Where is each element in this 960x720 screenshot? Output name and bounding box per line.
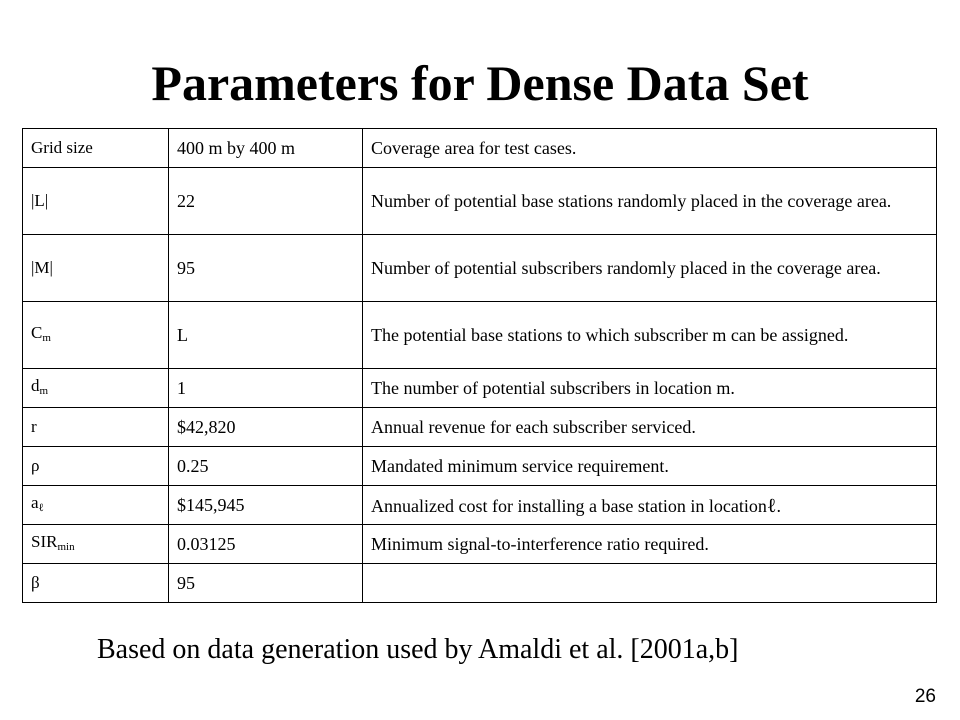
param-name: β: [23, 564, 169, 603]
param-description: Annual revenue for each subscriber serviced.: [363, 408, 937, 447]
param-description: [363, 564, 937, 603]
param-subscript: m: [42, 331, 51, 344]
table-row: [23, 302, 937, 369]
param-subscript: m: [39, 384, 49, 397]
param-value: L: [169, 302, 363, 369]
table-row: [23, 369, 937, 408]
slide-title: Parameters for Dense Data Set: [151, 55, 809, 111]
param-value: $42,820: [169, 408, 363, 447]
param-base: a: [31, 492, 39, 512]
param-value: 0.25: [169, 447, 363, 486]
param-value: 400 m by 400 m: [169, 129, 363, 168]
param-name: r: [23, 408, 169, 447]
table-row: [23, 168, 937, 235]
param-description: Number of potential subscribers randomly placed in the coverage area.: [363, 235, 937, 302]
param-name: [23, 525, 169, 564]
param-description-text: Annualized cost for installing a base station in location: [371, 495, 767, 516]
param-description: [363, 486, 937, 525]
param-description: Coverage area for test cases.: [363, 129, 937, 168]
source-note: Based on data generation used by Amaldi et al. [2001a,b]: [97, 634, 739, 665]
param-description: Number of potential base stations randomly placed in the coverage area.: [363, 168, 937, 235]
param-value: 1: [169, 369, 363, 408]
param-base: SIR: [31, 531, 58, 551]
param-value: 22: [169, 168, 363, 235]
page-number: 26: [914, 686, 936, 707]
table-row: [23, 447, 937, 486]
param-description: Minimum signal-to-interference ratio required.: [363, 525, 937, 564]
param-description: The number of potential subscribers in location m.: [363, 369, 937, 408]
param-name: [23, 369, 169, 408]
param-base: C: [31, 322, 43, 342]
ell-symbol: ℓ: [766, 492, 777, 517]
param-name: [23, 486, 169, 525]
param-description-end: .: [776, 495, 781, 516]
param-subscript: ℓ: [38, 501, 44, 514]
table-row: [23, 235, 937, 302]
param-base: d: [31, 375, 40, 395]
table-row: [23, 129, 937, 168]
parameters-table: [22, 128, 937, 603]
param-name: [23, 302, 169, 369]
param-subscript: min: [57, 540, 75, 553]
table-row: [23, 525, 937, 564]
param-value: $145,945: [169, 486, 363, 525]
param-value: 0.03125: [169, 525, 363, 564]
param-name: ρ: [23, 447, 169, 486]
param-name: |M|: [23, 235, 169, 302]
table-row: [23, 486, 937, 525]
table-row: [23, 408, 937, 447]
param-value: 95: [169, 235, 363, 302]
table-row: [23, 564, 937, 603]
param-description: The potential base stations to which subscriber m can be assigned.: [363, 302, 937, 369]
param-description: Mandated minimum service requirement.: [363, 447, 937, 486]
param-name: |L|: [23, 168, 169, 235]
param-name: Grid size: [23, 129, 169, 168]
param-value: 95: [169, 564, 363, 603]
